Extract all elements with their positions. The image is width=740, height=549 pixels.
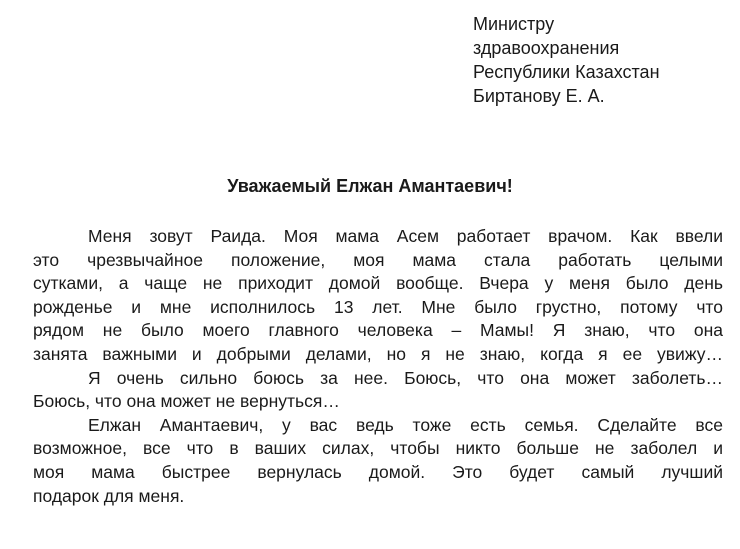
paragraph-line: Елжан Амантаевич, у вас ведь тоже есть семья. Сделайте все: [88, 414, 723, 435]
paragraph-1: [33, 225, 723, 367]
paragraph-2: [33, 367, 723, 414]
addressee-line: Республики Казахстан: [473, 62, 660, 82]
paragraph-line: Боюсь, что она может не вернуться…: [33, 391, 340, 412]
addressee-block: [473, 12, 660, 108]
paragraph-line: рядом не было моего главного человека – Мамы! Я знаю, что она: [33, 320, 723, 341]
paragraph-line: возможное, все что в ваших силах, чтобы никто больше не заболел и: [33, 438, 723, 459]
addressee-line: Министру: [473, 14, 555, 34]
addressee-line: Биртанову Е. А.: [473, 86, 605, 106]
paragraph-line: Меня зовут Раида. Моя мама Асем работает врачом. Как ввели: [88, 226, 723, 246]
letter-body: [33, 225, 723, 508]
paragraph-line: моя мама быстрее вернулась домой. Это будет самый лучший: [33, 461, 723, 482]
salutation: Уважаемый Елжан Амантаевич!: [227, 176, 513, 196]
paragraph-line: это чрезвычайное положение, моя мама стала работать целыми: [33, 249, 723, 270]
paragraph-line: рожденье и мне исполнилось 13 лет. Мне было грустно, потому что: [33, 296, 723, 317]
paragraph-line: подарок для меня.: [33, 485, 185, 506]
paragraph-line: Я очень сильно боюсь за нее. Боюсь, что она может заболеть…: [88, 367, 723, 388]
paragraph-line: сутками, а чаще не приходит домой вообще. Вчера у меня было день: [33, 273, 723, 294]
paragraph-3: [33, 414, 723, 508]
paragraph-line: занята важными и добрыми делами, но я не знаю, когда я ее увижу…: [33, 343, 723, 364]
addressee-line: здравоохранения: [473, 38, 620, 58]
